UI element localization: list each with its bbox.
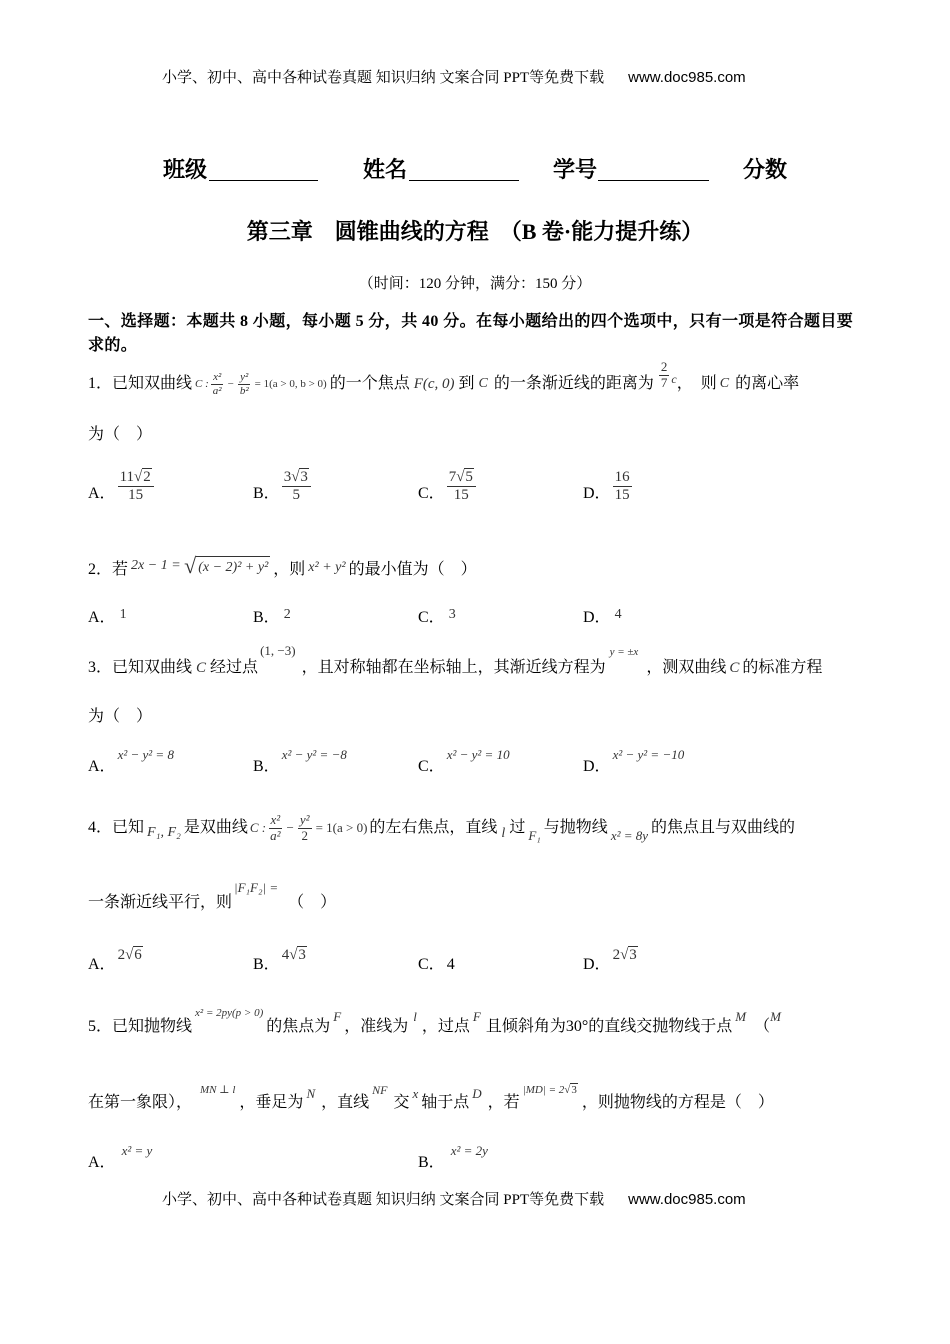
md-length bbox=[523, 1079, 578, 1101]
sqrt-symbol: √ bbox=[289, 947, 298, 963]
question-text: 是双曲线 bbox=[183, 819, 248, 836]
page-header bbox=[162, 68, 746, 88]
denominator: b² bbox=[239, 384, 249, 397]
minus-sign: − bbox=[286, 820, 294, 835]
point-coordinates: (1, −3) bbox=[260, 643, 296, 658]
question-text: 的最小值为（ ） bbox=[348, 561, 477, 578]
question-3-line-2 bbox=[88, 706, 152, 728]
q5-option-a bbox=[88, 1141, 152, 1173]
question-text: ，过点 bbox=[421, 1018, 470, 1035]
question-text: ，则 bbox=[273, 561, 306, 578]
sqrt-symbol: √ bbox=[184, 553, 197, 578]
question-text: （ ） bbox=[288, 894, 337, 911]
fraction bbox=[211, 371, 224, 397]
q3-option-a bbox=[88, 745, 174, 777]
option-value: 4 bbox=[614, 607, 622, 622]
q2-option-d bbox=[583, 608, 622, 628]
variable-c: C bbox=[196, 660, 207, 676]
option-value bbox=[282, 945, 307, 965]
numerator: y² bbox=[299, 811, 310, 827]
equation-rest: = 1(a > 0, b > 0) bbox=[254, 378, 327, 390]
option-label: C． bbox=[418, 485, 445, 502]
radicand: (x − 2)² + y² bbox=[196, 556, 270, 575]
focus-f: F bbox=[472, 1009, 481, 1024]
q1-option-a bbox=[88, 464, 156, 504]
question-4-line-2 bbox=[88, 880, 337, 914]
focus-point: F(c, 0) bbox=[413, 376, 455, 392]
question-text: 的一个焦点 bbox=[329, 375, 410, 392]
radicand: 5 bbox=[465, 468, 473, 485]
option-label: D． bbox=[583, 956, 611, 973]
question-text: 的左右焦点，直线 bbox=[369, 819, 498, 836]
focal-distance: |F₁F₂| = bbox=[234, 880, 279, 895]
option-value: x² − y² = −8 bbox=[281, 747, 347, 762]
radicand: 2 bbox=[143, 468, 151, 485]
option-label: A． bbox=[88, 956, 116, 973]
question-text: 若 bbox=[112, 561, 129, 578]
numerator: x² bbox=[213, 370, 222, 383]
q1-option-d bbox=[583, 464, 634, 504]
point-m: M bbox=[770, 1009, 781, 1024]
curve-name: C : bbox=[249, 820, 267, 835]
coefficient: 2 bbox=[612, 947, 621, 963]
denominator: 5 bbox=[292, 486, 301, 503]
option-label: A． bbox=[88, 758, 116, 775]
distance-expression bbox=[657, 360, 677, 391]
question-number: 5． bbox=[88, 1018, 113, 1035]
question-text: 过 bbox=[509, 819, 526, 836]
line-l: l bbox=[501, 826, 506, 841]
fraction bbox=[268, 813, 282, 844]
question-text: 的焦点且与双曲线的 bbox=[651, 819, 796, 836]
numerator bbox=[282, 468, 311, 487]
option-label: A． bbox=[88, 609, 116, 626]
foci: F₁, F₂ bbox=[147, 825, 181, 840]
q4-option-b bbox=[253, 945, 307, 975]
option-value: 3 bbox=[448, 607, 456, 622]
section-heading-line-2: 求的。 bbox=[88, 337, 138, 354]
focus-f1: F₁ bbox=[528, 828, 541, 843]
sqrt-symbol: √ bbox=[134, 468, 143, 485]
variable-c: C bbox=[729, 660, 740, 676]
question-text: 的标准方程 bbox=[742, 659, 823, 676]
hyperbola-equation bbox=[195, 371, 327, 397]
numerator: 16 bbox=[613, 469, 632, 487]
q3-option-b bbox=[253, 745, 347, 777]
option-value: x² = 2y bbox=[450, 1143, 488, 1158]
equation-rest: = 1(a > 0) bbox=[315, 820, 368, 835]
question-number: 2． bbox=[88, 561, 113, 578]
numerator bbox=[447, 468, 476, 487]
question-text: 一条渐近线平行，则 bbox=[88, 894, 233, 911]
numerator: y² bbox=[240, 370, 249, 383]
option-label: A． bbox=[88, 485, 116, 502]
question-text: ，准线为 bbox=[344, 1018, 409, 1035]
question-text: ，测双曲线 bbox=[646, 659, 727, 676]
class-label: 班级 bbox=[163, 157, 208, 182]
header-text: 小学、初中、高中各种试卷真题 知识归纳 文案合同 PPT等免费下载 bbox=[162, 70, 605, 86]
question-5-line-2 bbox=[88, 1083, 774, 1114]
exam-subtitle: （时间：120 分钟，满分：150 分） bbox=[358, 276, 592, 292]
option-label: B． bbox=[418, 1154, 445, 1171]
q3-option-d bbox=[583, 745, 684, 777]
coefficient: 4 bbox=[281, 947, 290, 963]
q4-option-a bbox=[88, 945, 143, 975]
fraction bbox=[238, 371, 251, 397]
question-text: 为（ ） bbox=[88, 708, 153, 725]
question-5-line-1 bbox=[88, 1007, 781, 1038]
radical-equation bbox=[131, 554, 270, 578]
option-value bbox=[613, 945, 638, 965]
question-text: ，垂足为 bbox=[239, 1094, 304, 1111]
option-label: B． bbox=[253, 956, 280, 973]
directrix-l: l bbox=[413, 1009, 417, 1024]
option-label: C． bbox=[418, 956, 445, 973]
option-value bbox=[282, 468, 311, 505]
point-n: N bbox=[306, 1086, 316, 1101]
line-nf: NF bbox=[372, 1083, 388, 1097]
sqrt-symbol: √ bbox=[564, 1084, 571, 1096]
question-text: 为（ ） bbox=[88, 426, 153, 443]
question-text: 已知 bbox=[112, 819, 145, 836]
name-blank bbox=[409, 180, 519, 181]
radicand: 3 bbox=[300, 468, 308, 485]
denominator: 15 bbox=[614, 486, 630, 503]
footer-url: www.doc985.com bbox=[628, 1191, 746, 1208]
numerator: 2 bbox=[660, 358, 668, 374]
question-number: 1． bbox=[88, 375, 113, 392]
option-label: D． bbox=[583, 609, 611, 626]
denominator: 15 bbox=[453, 486, 469, 503]
radicand: 3 bbox=[298, 947, 306, 963]
variable-c: C bbox=[719, 376, 730, 391]
coefficient: 3 bbox=[283, 468, 292, 485]
asymptote-equation: y = ±x bbox=[609, 646, 639, 658]
q4-option-c bbox=[418, 945, 455, 975]
curve-name: C : bbox=[195, 378, 209, 390]
q3-option-c bbox=[418, 745, 510, 777]
axis-x: x bbox=[412, 1086, 419, 1101]
coefficient: 11 bbox=[119, 468, 135, 485]
radicand: 3 bbox=[571, 1084, 577, 1097]
question-text: ， 则 bbox=[676, 375, 717, 392]
question-text: 且倾斜角为30°的直线交抛物线于点 bbox=[485, 1018, 733, 1035]
variable-c: C bbox=[478, 376, 488, 391]
parabola-equation: x² = 2py(p > 0) bbox=[195, 1007, 264, 1019]
md-expression: |MD| = 2 bbox=[522, 1084, 565, 1096]
q2-option-b bbox=[253, 608, 291, 628]
question-text: 的一条渐近线的距离为 bbox=[493, 375, 654, 392]
q1-option-b bbox=[253, 464, 313, 504]
sqrt-symbol: √ bbox=[125, 947, 134, 963]
option-value: x² − y² = 8 bbox=[117, 747, 174, 762]
option-value: 1 bbox=[119, 607, 127, 622]
sqrt-symbol: √ bbox=[456, 468, 465, 485]
option-value: x² − y² = −10 bbox=[612, 747, 685, 762]
option-label: C． bbox=[418, 758, 445, 775]
class-blank bbox=[209, 180, 318, 181]
q2-option-c bbox=[418, 608, 456, 628]
question-text: 到 bbox=[458, 375, 475, 392]
coefficient: 2 bbox=[117, 947, 126, 963]
radicand: 3 bbox=[629, 947, 637, 963]
question-text: 交 bbox=[393, 1094, 410, 1111]
question-3-line-1 bbox=[88, 643, 823, 679]
option-value: 2 bbox=[283, 607, 291, 622]
denominator: 15 bbox=[128, 486, 144, 503]
option-value bbox=[613, 469, 632, 505]
point-d: D bbox=[472, 1086, 482, 1101]
page-title: 第三章 圆锥曲线的方程 （B 卷·能力提升练） bbox=[246, 219, 704, 244]
option-value bbox=[118, 945, 143, 965]
question-text: ，直线 bbox=[321, 1094, 370, 1111]
q5-option-b bbox=[418, 1141, 488, 1173]
header-url: www.doc985.com bbox=[628, 69, 746, 86]
perpendicular-relation: MN ⊥ l bbox=[200, 1084, 236, 1096]
student-id-label: 学号 bbox=[553, 157, 598, 182]
option-label: A． bbox=[88, 1154, 116, 1171]
question-text: ，若 bbox=[487, 1094, 520, 1111]
point-m: M bbox=[735, 1009, 747, 1024]
option-label: C． bbox=[418, 609, 445, 626]
question-text: 轴于点 bbox=[421, 1094, 470, 1111]
sqrt-symbol: √ bbox=[291, 468, 300, 485]
score-label: 分数 bbox=[743, 157, 788, 182]
option-label: B． bbox=[253, 758, 280, 775]
option-value bbox=[447, 468, 476, 505]
fraction bbox=[659, 360, 670, 391]
fraction bbox=[298, 813, 312, 844]
option-label: B． bbox=[253, 609, 280, 626]
question-text: ，且对称轴都在坐标轴上，其渐近线方程为 bbox=[301, 659, 606, 676]
question-number: 3． bbox=[88, 659, 113, 676]
parabola-equation: x² = 8y bbox=[610, 828, 649, 843]
radicand: 6 bbox=[134, 947, 142, 963]
numerator bbox=[118, 468, 154, 487]
hyperbola-equation bbox=[250, 813, 368, 844]
focus-f: F bbox=[333, 1009, 342, 1024]
question-text: 已知双曲线 bbox=[112, 375, 193, 392]
numerator: x² bbox=[270, 811, 281, 827]
option-value: x² = y bbox=[121, 1143, 153, 1158]
question-1-line-1 bbox=[88, 358, 800, 397]
question-text: 已知双曲线 bbox=[112, 659, 193, 676]
question-text: 与抛物线 bbox=[543, 819, 608, 836]
question-text: 已知抛物线 bbox=[112, 1018, 193, 1035]
option-label: B． bbox=[253, 485, 280, 502]
question-2-line-1 bbox=[88, 553, 477, 581]
option-label: D． bbox=[583, 485, 611, 502]
question-number: 4． bbox=[88, 819, 113, 836]
sqrt-symbol: √ bbox=[620, 947, 629, 963]
option-label: D． bbox=[583, 758, 611, 775]
name-label: 姓名 bbox=[363, 157, 408, 182]
option-value bbox=[118, 468, 154, 505]
variable-c-lower: c bbox=[671, 372, 677, 386]
section-heading-line-1: 一、选择题：本题共 8 小题，每小题 5 分，共 40 分。在每小题给出的四个选项中，只有一项是符合题目要 bbox=[88, 313, 854, 330]
question-1-line-2 bbox=[88, 424, 152, 446]
footer-text: 小学、初中、高中各种试卷真题 知识归纳 文案合同 PPT等免费下载 bbox=[162, 1192, 605, 1208]
question-text: 的离心率 bbox=[735, 375, 800, 392]
question-text: 的焦点为 bbox=[266, 1018, 331, 1035]
page-footer bbox=[162, 1190, 746, 1210]
target-expression: x² + y² bbox=[308, 560, 346, 575]
denominator: 2 bbox=[301, 827, 308, 843]
question-text: 在第一象限）， bbox=[88, 1094, 193, 1111]
option-value: 4 bbox=[446, 956, 455, 973]
question-text: （ bbox=[754, 1018, 771, 1035]
q4-option-d bbox=[583, 945, 638, 975]
minus-sign: − bbox=[227, 378, 234, 390]
coefficient: 7 bbox=[448, 468, 457, 485]
question-text: ，则抛物线的方程是（ ） bbox=[581, 1094, 774, 1111]
option-value: x² − y² = 10 bbox=[446, 747, 510, 762]
denominator: 7 bbox=[660, 374, 668, 390]
student-id-blank bbox=[598, 180, 709, 181]
denominator: a² bbox=[270, 827, 281, 843]
q1-option-c bbox=[418, 464, 478, 504]
question-4-line-1 bbox=[88, 811, 796, 843]
denominator: a² bbox=[212, 384, 222, 397]
q2-option-a bbox=[88, 608, 127, 628]
equation-lhs: 2x − 1 = bbox=[131, 558, 185, 573]
question-text: 经过点 bbox=[210, 659, 259, 676]
